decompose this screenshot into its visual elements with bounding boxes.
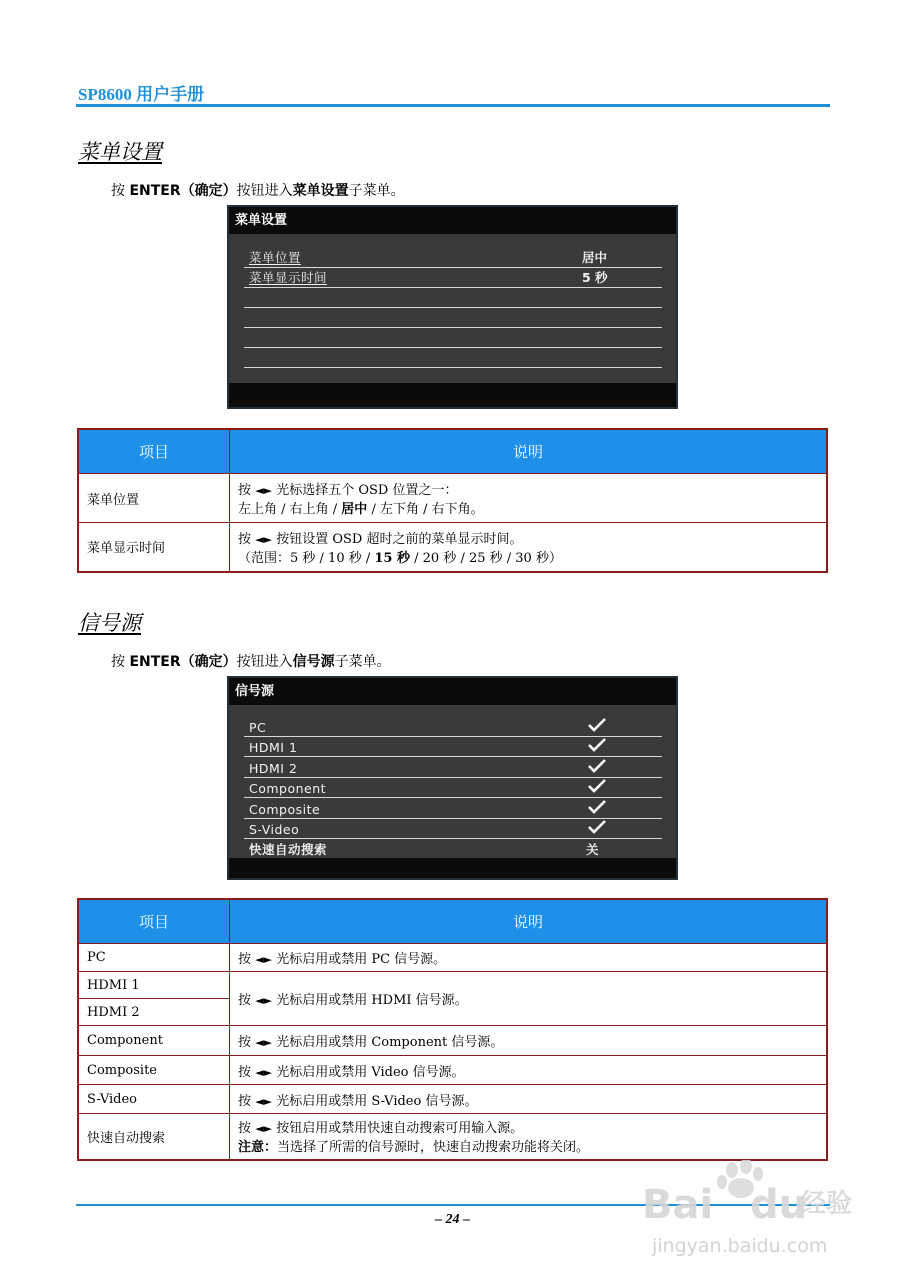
table-cell-description: 按 ◄► 光标启用或禁用 Component 信号源。	[230, 1026, 828, 1056]
intro-pre: 按	[111, 183, 130, 199]
table-cell-item: 快速自动搜索	[78, 1114, 230, 1160]
table-cell-description: 按 ◄► 光标启用或禁用 PC 信号源。	[230, 944, 828, 972]
osd-empty-row	[244, 347, 662, 368]
checkmark-icon	[587, 799, 607, 815]
osd-row-label: Composite	[249, 802, 321, 817]
baidu-jingyan-watermark-logo	[640, 1160, 860, 1270]
table-header-item: 项目	[78, 429, 230, 474]
table-row	[78, 972, 827, 999]
osd-row-value: 5 秒	[582, 270, 608, 285]
osd-footer-bar	[229, 383, 676, 407]
osd-row-label: Component	[249, 781, 327, 796]
osd-row-quick-auto-search[interactable]	[244, 838, 662, 859]
table-row	[78, 1026, 827, 1056]
table-row	[78, 474, 827, 523]
osd-row-composite[interactable]	[244, 797, 662, 819]
table-cell-item: 菜单显示时间	[78, 523, 230, 572]
table-header-description: 说明	[230, 429, 828, 474]
intro-menu: 菜单设置	[292, 183, 349, 199]
osd-row-value: 居中	[582, 250, 608, 265]
table-cell-description: 按 ◄► 光标选择五个 OSD 位置之一： 左上角 / 右上角 / 居中 / 左下角 / 右下角。	[230, 474, 828, 523]
table-cell-description: 按 ◄► 光标启用或禁用 Video 信号源。	[230, 1056, 828, 1085]
intro-pre: 按	[111, 654, 130, 670]
table-cell-item: HDMI 2	[78, 999, 230, 1026]
table-cell-item: HDMI 1	[78, 972, 230, 999]
source-description-table	[77, 898, 828, 1161]
intro-mid: 按钮进入	[236, 183, 293, 199]
note-text: 当选择了所需的信号源时，快速自动搜索功能将关闭。	[277, 1140, 590, 1156]
table-cell-item: S-Video	[78, 1085, 230, 1114]
table-row	[78, 1114, 827, 1160]
checkmark-icon	[587, 737, 607, 753]
table-row	[78, 1056, 827, 1085]
osd-source-panel	[227, 676, 678, 880]
table-cell-item: PC	[78, 944, 230, 972]
table-header-item: 项目	[78, 899, 230, 944]
intro-mid: 按钮进入	[236, 654, 293, 670]
left-right-arrow-icon: ◄►	[255, 1036, 273, 1049]
left-right-arrow-icon: ◄►	[255, 484, 273, 497]
header-divider	[76, 104, 830, 107]
left-right-arrow-icon: ◄►	[255, 1094, 273, 1108]
left-right-arrow-icon: ◄►	[255, 994, 273, 1007]
left-right-arrow-icon: ◄►	[255, 953, 273, 966]
table-cell-item: 菜单位置	[78, 474, 230, 523]
page-number: – 24 –	[435, 1212, 470, 1227]
svg-text:jingyan.baidu.com: jingyan.baidu.com	[652, 1235, 828, 1257]
svg-text:du: du	[750, 1182, 808, 1228]
table-row	[78, 944, 827, 972]
osd-row-label: 菜单位置	[249, 250, 302, 265]
osd-row-value: 关	[586, 842, 599, 857]
osd-row-component[interactable]	[244, 777, 662, 798]
osd-footer-bar	[229, 858, 676, 878]
osd-row-label: S-Video	[249, 822, 300, 837]
osd-empty-row	[244, 307, 662, 328]
checkmark-icon	[587, 778, 607, 794]
osd-menu-settings-panel	[227, 205, 678, 409]
section-intro	[111, 180, 405, 200]
osd-row-hdmi2[interactable]	[244, 756, 662, 778]
table-header-description: 说明	[230, 899, 828, 944]
table-cell-description: 按 ◄► 光标启用或禁用 HDMI 信号源。	[230, 972, 828, 1026]
osd-empty-row	[244, 327, 662, 348]
table-row	[78, 1085, 827, 1114]
table-cell-item: Composite	[78, 1056, 230, 1085]
left-right-arrow-icon: ◄►	[255, 532, 273, 546]
left-right-arrow-icon: ◄►	[255, 1065, 273, 1079]
osd-row-hdmi1[interactable]	[244, 736, 662, 757]
osd-row-label: HDMI 1	[249, 740, 298, 755]
osd-row-label: PC	[249, 720, 267, 735]
section-title-menu-settings: 菜单设置	[78, 140, 162, 164]
page-header-title: SP8600 用户手册	[78, 85, 205, 104]
intro-key: ENTER（确定）	[129, 183, 237, 199]
checkmark-icon	[587, 819, 607, 835]
section-title-source: 信号源	[78, 611, 141, 635]
intro-post: 子菜单。	[334, 654, 391, 670]
osd-row-label: 快速自动搜索	[249, 842, 328, 857]
note-label: 注意：	[238, 1140, 278, 1156]
table-cell-description: 按 ◄► 光标启用或禁用 S-Video 信号源。	[230, 1085, 828, 1114]
table-row	[78, 523, 827, 572]
checkmark-icon	[587, 717, 607, 733]
menu-settings-description-table	[77, 428, 828, 573]
table-cell-description: 按 ◄► 按钮启用或禁用快速自动搜索可用输入源。 注意：当选择了所需的信号源时，快速自动搜索功能将关闭。	[230, 1114, 828, 1160]
intro-post: 子菜单。	[348, 183, 405, 199]
osd-row-pc[interactable]	[244, 715, 662, 737]
osd-row-label: 菜单显示时间	[249, 270, 328, 285]
osd-title-bar: 信号源	[229, 678, 676, 705]
osd-row-menu-display-time[interactable]	[244, 267, 662, 288]
osd-row-menu-position[interactable]	[244, 247, 662, 268]
left-right-arrow-icon: ◄►	[255, 1122, 273, 1136]
svg-text:Bai: Bai	[642, 1182, 714, 1228]
osd-row-label: HDMI 2	[249, 761, 298, 776]
checkmark-icon	[587, 758, 607, 774]
osd-row-s-video[interactable]	[244, 818, 662, 839]
table-cell-description: 按 ◄► 按钮设置 OSD 超时之前的菜单显示时间。 （范围：5 秒 / 10 秒 / 15 秒 / 20 秒 / 25 秒 / 30 秒）	[230, 523, 828, 572]
svg-text:经验: 经验	[800, 1189, 853, 1219]
intro-key: ENTER（确定）	[129, 654, 237, 670]
osd-empty-row	[244, 287, 662, 308]
section-intro	[111, 651, 391, 671]
table-cell-item: Component	[78, 1026, 230, 1056]
osd-title-bar: 菜单设置	[229, 207, 676, 234]
intro-menu: 信号源	[292, 654, 335, 670]
